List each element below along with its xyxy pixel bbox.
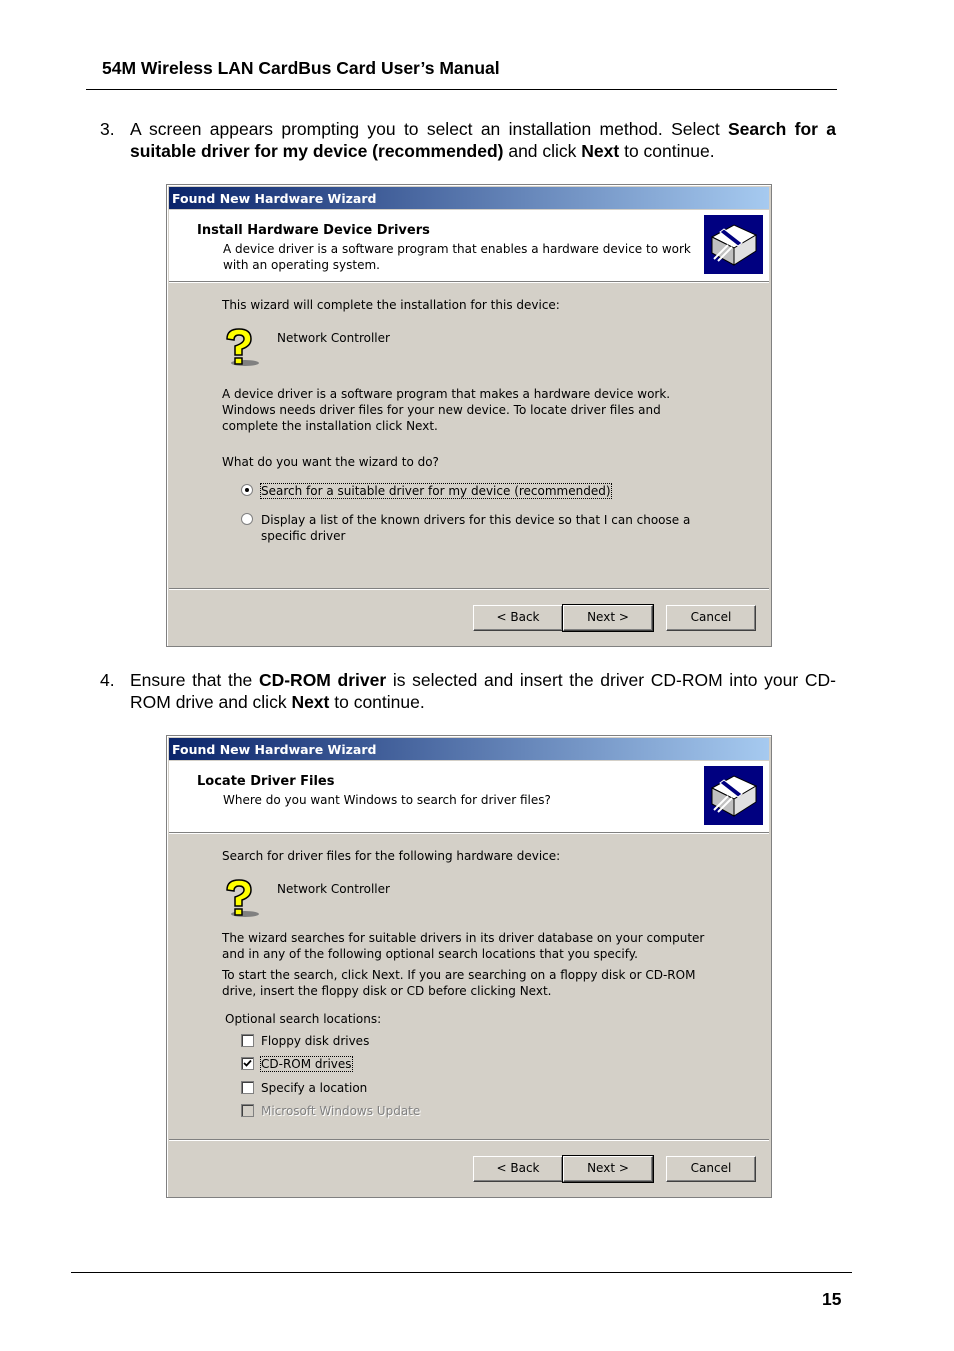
start-search-description: To start the search, click Next. If you are searching on a floppy disk or CD-ROM drive, insert the floppy disk or CD before clicking Next. — [222, 968, 696, 998]
wizard-subheading: A device driver is a software program that enables a hardware device to work with an operating system. — [223, 242, 691, 272]
checkmark-icon — [243, 1059, 252, 1068]
wizard-intro: This wizard will complete the installation for this device: — [222, 298, 560, 312]
wizard-question: What do you want the wizard to do? — [222, 455, 439, 469]
step-number: 4. — [100, 670, 115, 690]
header-divider — [86, 89, 837, 90]
driver-description: A device driver is a software program that makes a hardware device work. Windows needs driver files for your new device. To locate driver files and complete the installation click Next. — [222, 387, 671, 433]
hardware-wizard-icon — [704, 766, 763, 825]
cdrom-label[interactable]: CD-ROM drives — [261, 1057, 352, 1071]
wizard-subheading: Where do you want Windows to search for driver files? — [223, 793, 551, 807]
next-button[interactable]: Next > — [563, 1156, 653, 1182]
footer-divider — [71, 1272, 852, 1273]
specify-location-label[interactable]: Specify a location — [261, 1081, 368, 1095]
next-button[interactable]: Next > — [563, 605, 653, 631]
search-driver-option-label[interactable]: Search for a suitable driver for my device (recommended) — [261, 484, 611, 498]
unknown-device-icon — [221, 878, 261, 920]
display-list-option-label[interactable]: Display a list of the known drivers for this device so that I can choose a specific driver — [261, 513, 691, 543]
wizard-heading: Locate Driver Files — [197, 774, 335, 789]
hardware-wizard-icon — [704, 215, 763, 274]
button-separator — [169, 588, 769, 589]
button-separator — [169, 1139, 769, 1140]
wizard-heading: Install Hardware Device Drivers — [197, 223, 430, 238]
dialog-titlebar[interactable]: Found New Hardware Wizard — [169, 187, 769, 209]
step-number: 3. — [100, 119, 115, 139]
dialog-titlebar[interactable]: Found New Hardware Wizard — [169, 738, 769, 760]
wizard-header — [169, 761, 769, 833]
page-number: 15 — [822, 1289, 842, 1309]
wizard-intro: Search for driver files for the following hardware device: — [222, 849, 561, 863]
back-button[interactable]: < Back — [473, 1156, 563, 1182]
optional-locations-label: Optional search locations: — [225, 1012, 382, 1026]
floppy-label[interactable]: Floppy disk drives — [261, 1034, 370, 1048]
cancel-button[interactable]: Cancel — [666, 605, 756, 631]
device-name: Network Controller — [277, 331, 390, 345]
search-driver-radio[interactable] — [241, 484, 253, 496]
windows-update-checkbox — [241, 1104, 254, 1117]
unknown-device-icon — [221, 327, 261, 369]
wizard-header — [169, 210, 769, 282]
step-4-instruction: 4. Ensure that the CD-ROM driver is selected and insert the driver CD-ROM into your CD-ROM drive and click Next to continue. — [100, 670, 836, 712]
cdrom-checkbox[interactable] — [241, 1057, 254, 1070]
locate-driver-files-dialog — [166, 735, 772, 1198]
floppy-checkbox[interactable] — [241, 1034, 254, 1047]
install-drivers-dialog — [166, 184, 772, 647]
manual-title: 54M Wireless LAN CardBus Card User’s Manual — [102, 58, 500, 78]
step-3-instruction: 3. A screen appears prompting you to select an installation method. Select Search for a suitable driver for my device (recommended) and click Next to continue. — [100, 119, 837, 161]
specify-location-checkbox[interactable] — [241, 1081, 254, 1094]
windows-update-label: Microsoft Windows Update — [261, 1104, 421, 1118]
cancel-button[interactable]: Cancel — [666, 1156, 756, 1182]
display-list-radio[interactable] — [241, 513, 253, 525]
back-button[interactable]: < Back — [473, 605, 563, 631]
device-name: Network Controller — [277, 882, 390, 896]
search-description: The wizard searches for suitable drivers in its driver database on your computer and in any of the following optional search locations that you specify. — [222, 931, 705, 961]
